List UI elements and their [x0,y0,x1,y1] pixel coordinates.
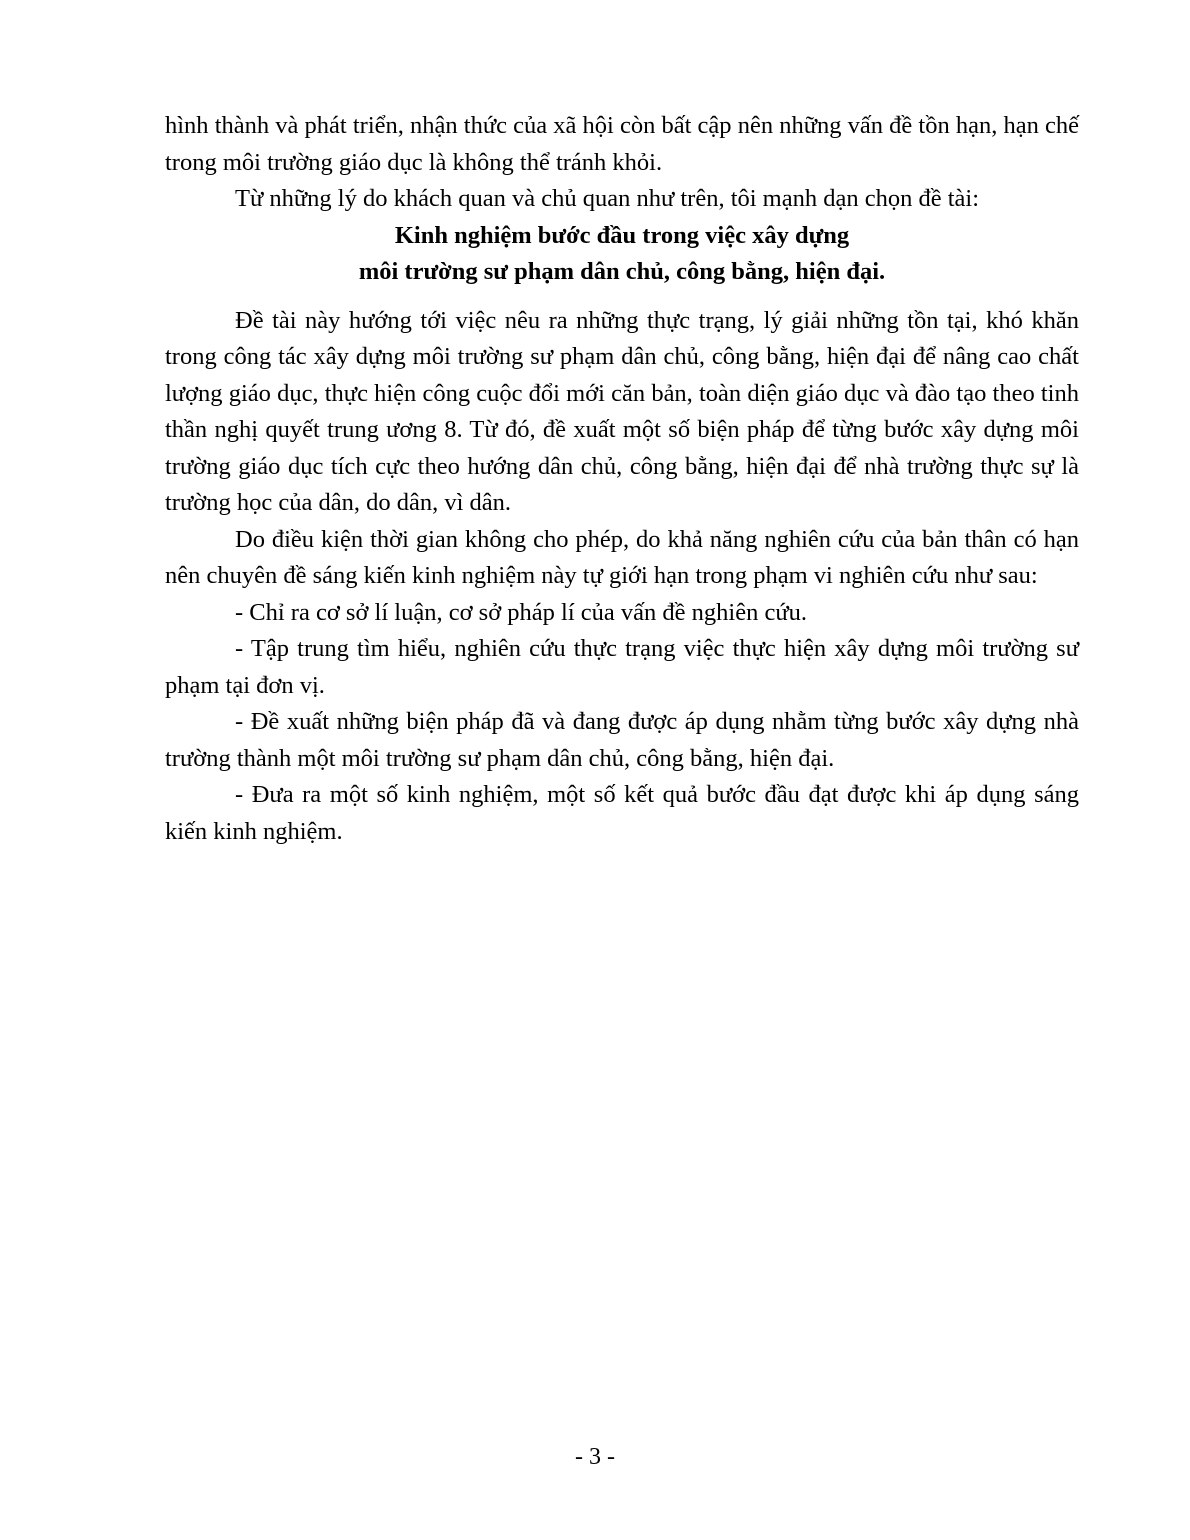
list-item-scope-1: - Chỉ ra cơ sở lí luận, cơ sở pháp lí của vấn đề nghiên cứu. [235,598,807,626]
document-body [165,108,1079,850]
topic-title-line-2: môi trường sư phạm dân chủ, công bằng, hiện đại. [358,258,886,285]
list-item-scope-4: - Đưa ra một số kinh nghiệm, một số kết quả bước đầu đạt được khi áp dụng sáng kiến kinh nghiệm. [165,781,1079,845]
page-number: - 3 - [575,1444,615,1470]
paragraph-topic-purpose: Đề tài này hướng tới việc nêu ra những thực trạng, lý giải những tồn tại, khó khăn trong công tác xây dựng môi trường sư phạm dân chủ, công bằng, hiện đại để nâng cao chất lượng giáo dục, thực hiện công cuộc đổi mới căn bản, toàn diện giáo dục và đào tạo theo tinh thần nghị quyết trung ương 8. Từ đó, đề xuất một số biện pháp để từng bước xây dựng môi trường giáo dục tích cực theo hướng dân chủ, công bằng, hiện đại để nhà trường thực sự là trường học của dân, do dân, vì dân. [165,306,1079,516]
paragraph-scope: Do điều kiện thời gian không cho phép, do khả năng nghiên cứu của bản thân có hạn nên chuyên đề sáng kiến kinh nghiệm này tự giới hạn trong phạm vi nghiên cứu như sau: [165,525,1079,589]
paragraph-topic-intro: Từ những lý do khách quan và chủ quan như trên, tôi mạnh dạn chọn đề tài: [235,185,980,212]
paragraph-continuation: hình thành và phát triển, nhận thức của xã hội còn bất cập nên những vấn đề tồn hạn, hạn chế trong môi trường giáo dục là không thể tránh khỏi. [165,112,1079,176]
list-item-scope-2: - Tập trung tìm hiểu, nghiên cứu thực trạng việc thực hiện xây dựng môi trường sư phạm tại đơn vị. [165,635,1079,699]
list-item-scope-3: - Đề xuất những biện pháp đã và đang được áp dụng nhằm từng bước xây dựng nhà trường thành một môi trường sư phạm dân chủ, công bằng, hiện đại. [165,708,1079,772]
topic-title [165,218,1079,291]
topic-title-line-1: Kinh nghiệm bước đầu trong việc xây dựng [394,221,850,249]
